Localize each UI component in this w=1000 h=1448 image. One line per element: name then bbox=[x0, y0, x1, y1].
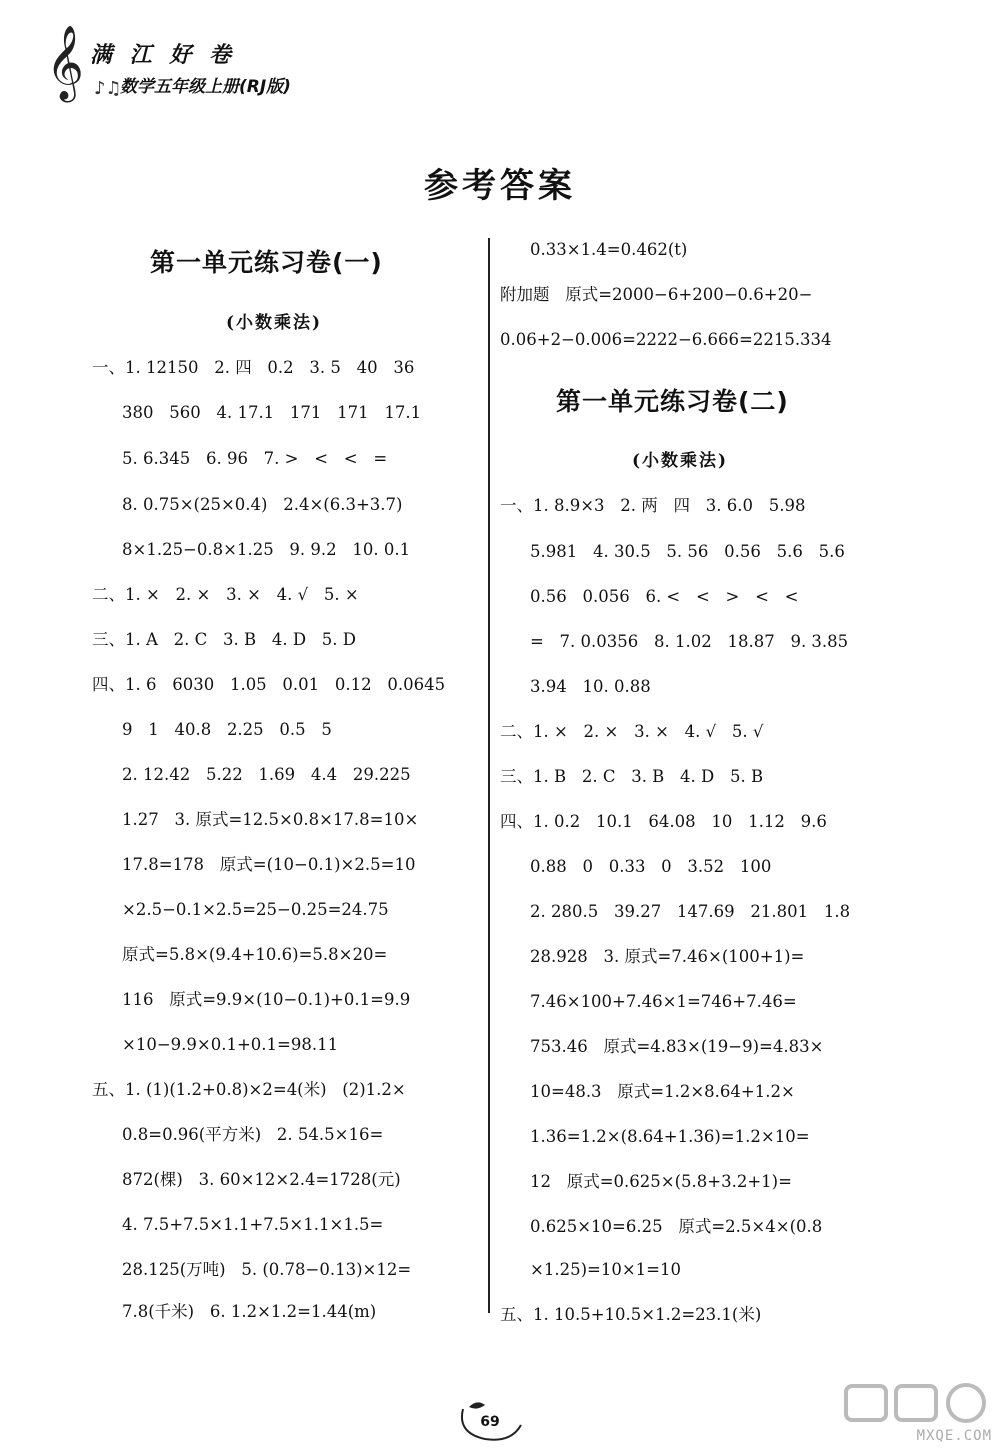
book-brand: 满 江 好 卷 bbox=[90, 43, 236, 68]
answer-line: 8. 0.75×(25×0.4) 2.4×(6.3+3.7) bbox=[122, 495, 403, 514]
answer-line: ×1.25)=10×1=10 bbox=[530, 1260, 681, 1279]
book-subtitle: 数学五年级上册(RJ版) bbox=[120, 77, 291, 97]
answer-line: 一、1. 12150 2. 四 0.2 3. 5 40 36 bbox=[92, 358, 415, 377]
column-divider bbox=[488, 238, 490, 1313]
watermark-text: MXQE.COM bbox=[916, 1428, 992, 1444]
answer-line: 4. 7.5+7.5×1.1+7.5×1.1×1.5= bbox=[122, 1215, 384, 1234]
answer-line: 5. 6.345 6. 96 7. > < < = bbox=[122, 449, 388, 468]
answer-line: 10=48.3 原式=1.2×8.64+1.2× bbox=[530, 1082, 795, 1101]
page-number: 69 bbox=[480, 1414, 500, 1430]
answer-line: 五、1. (1)(1.2+0.8)×2=4(米) (2)1.2× bbox=[92, 1080, 406, 1099]
answer-line: 二、1. × 2. × 3. × 4. √ 5. √ bbox=[500, 722, 764, 741]
answer-line: 原式=5.8×(9.4+10.6)=5.8×20= bbox=[122, 945, 388, 964]
answer-line: 0.33×1.4=0.462(t) bbox=[530, 240, 688, 259]
answer-line: 3.94 10. 0.88 bbox=[530, 677, 651, 696]
answer-line: 0.56 0.056 6. < < > < < bbox=[530, 587, 799, 606]
answer-line: 二、1. × 2. × 3. × 4. √ 5. × bbox=[92, 585, 359, 604]
answer-line: 附加题 原式=2000−6+200−0.6+20− bbox=[500, 285, 813, 304]
answer-line: 753.46 原式=4.83×(19−9)=4.83× bbox=[530, 1037, 824, 1056]
unit-title: 第一单元练习卷(一) bbox=[150, 248, 383, 277]
answer-line: 28.125(万吨) 5. (0.78−0.13)×12= bbox=[122, 1260, 412, 1279]
answer-line: 7.46×100+7.46×1=746+7.46= bbox=[530, 992, 797, 1011]
answer-line: 三、1. B 2. C 3. B 4. D 5. B bbox=[500, 767, 764, 786]
answer-line: 7.8(千米) 6. 1.2×1.2=1.44(m) bbox=[122, 1302, 377, 1321]
answer-line: 0.625×10=6.25 原式=2.5×4×(0.8 bbox=[530, 1217, 823, 1236]
answer-line: = 7. 0.0356 8. 1.02 18.87 9. 3.85 bbox=[530, 632, 849, 651]
page-title: 参考答案 bbox=[424, 166, 576, 206]
answer-line: 2. 12.42 5.22 1.69 4.4 29.225 bbox=[122, 765, 411, 784]
answer-line: 三、1. A 2. C 3. B 4. D 5. D bbox=[92, 630, 356, 649]
answer-line: 0.8=0.96(平方米) 2. 54.5×16= bbox=[122, 1125, 384, 1144]
section-subtitle: (小数乘法) bbox=[632, 451, 729, 471]
answer-line: 四、1. 6 6030 1.05 0.01 0.12 0.0645 bbox=[92, 675, 446, 694]
section-subtitle: (小数乘法) bbox=[226, 313, 323, 333]
answer-line: 2. 280.5 39.27 147.69 21.801 1.8 bbox=[530, 902, 851, 921]
answer-line: 5.981 4. 30.5 5. 56 0.56 5.6 5.6 bbox=[530, 542, 845, 561]
answer-line: 0.88 0 0.33 0 3.52 100 bbox=[530, 857, 772, 876]
answer-line: 四、1. 0.2 10.1 64.08 10 1.12 9.6 bbox=[500, 812, 827, 831]
answer-line: 0.06+2−0.006=2222−6.666=2215.334 bbox=[500, 330, 832, 349]
answer-line: 五、1. 10.5+10.5×1.2=23.1(米) bbox=[500, 1305, 762, 1324]
watermark-logo-icon bbox=[842, 1380, 992, 1430]
answer-line: 28.928 3. 原式=7.46×(100+1)= bbox=[530, 947, 805, 966]
answer-line: 17.8=178 原式=(10−0.1)×2.5=10 bbox=[122, 855, 416, 874]
answer-line: ×2.5−0.1×2.5=25−0.25=24.75 bbox=[122, 900, 389, 919]
answer-line: 1.36=1.2×(8.64+1.36)=1.2×10= bbox=[530, 1127, 810, 1146]
page-number-badge bbox=[455, 1405, 545, 1445]
answer-line: 380 560 4. 17.1 171 171 17.1 bbox=[122, 403, 422, 422]
answer-line: 12 原式=0.625×(5.8+3.2+1)= bbox=[530, 1172, 792, 1191]
unit-title: 第一单元练习卷(二) bbox=[556, 387, 789, 416]
answer-line: 9 1 40.8 2.25 0.5 5 bbox=[122, 720, 332, 739]
music-notes-icon: ♪♫ bbox=[94, 78, 122, 99]
treble-clef-icon: 𝄞 bbox=[46, 26, 84, 100]
answer-line: ×10−9.9×0.1+0.1=98.11 bbox=[122, 1035, 339, 1054]
answer-line: 8×1.25−0.8×1.25 9. 9.2 10. 0.1 bbox=[122, 540, 411, 559]
answer-line: 116 原式=9.9×(10−0.1)+0.1=9.9 bbox=[122, 990, 411, 1009]
watermark bbox=[842, 1380, 992, 1444]
answer-line: 872(棵) 3. 60×12×2.4=1728(元) bbox=[122, 1170, 401, 1189]
book-header bbox=[40, 28, 360, 108]
answer-line: 1.27 3. 原式=12.5×0.8×17.8=10× bbox=[122, 810, 419, 829]
answer-line: 一、1. 8.9×3 2. 两 四 3. 6.0 5.98 bbox=[500, 496, 806, 515]
